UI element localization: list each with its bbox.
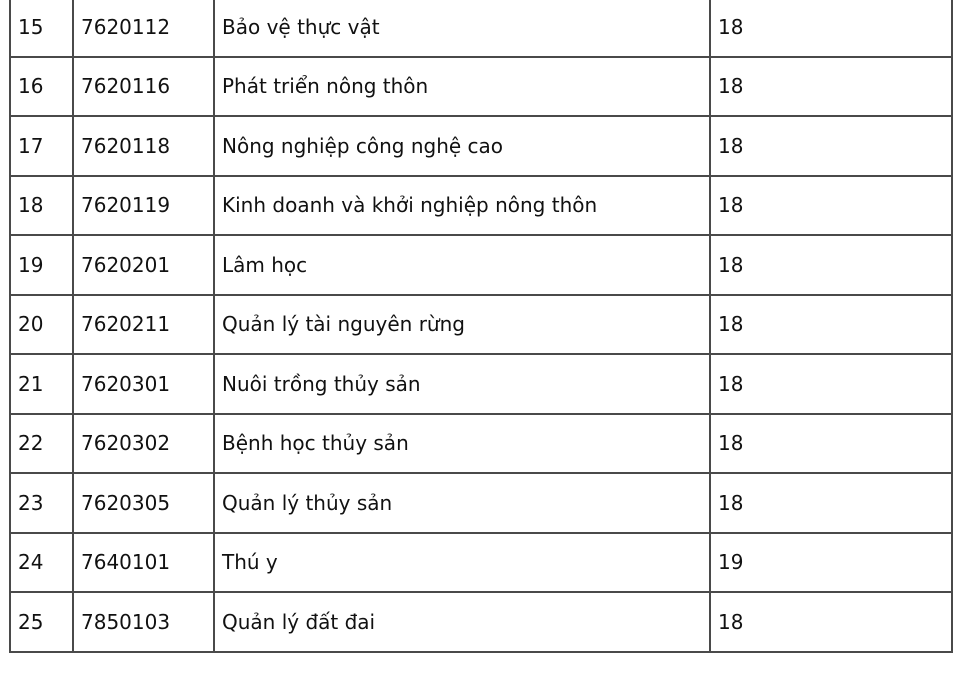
major-name-cell: Quản lý tài nguyên rừng bbox=[214, 295, 710, 355]
major-code-cell: 7620116 bbox=[73, 57, 214, 117]
major-code-cell: 7620301 bbox=[73, 354, 214, 414]
major-code-cell: 7620201 bbox=[73, 235, 214, 295]
row-number-cell: 24 bbox=[10, 533, 73, 593]
major-name-cell: Phát triển nông thôn bbox=[214, 57, 710, 117]
major-code-cell: 7620305 bbox=[73, 473, 214, 533]
major-name-cell: Bảo vệ thực vật bbox=[214, 0, 710, 57]
table-row bbox=[10, 414, 952, 474]
major-code-cell: 7620211 bbox=[73, 295, 214, 355]
table-row bbox=[10, 295, 952, 355]
score-cell: 18 bbox=[710, 116, 952, 176]
row-number-cell: 15 bbox=[10, 0, 73, 57]
table-row bbox=[10, 592, 952, 652]
major-name-cell: Thú y bbox=[214, 533, 710, 593]
table-row bbox=[10, 116, 952, 176]
score-cell: 18 bbox=[710, 57, 952, 117]
score-cell: 18 bbox=[710, 414, 952, 474]
major-name-cell: Lâm học bbox=[214, 235, 710, 295]
table-body bbox=[10, 0, 952, 652]
major-code-cell: 7850103 bbox=[73, 592, 214, 652]
table-row bbox=[10, 235, 952, 295]
major-code-cell: 7620112 bbox=[73, 0, 214, 57]
score-cell: 18 bbox=[710, 235, 952, 295]
row-number-cell: 25 bbox=[10, 592, 73, 652]
score-cell: 18 bbox=[710, 0, 952, 57]
table-row bbox=[10, 473, 952, 533]
major-name-cell: Quản lý thủy sản bbox=[214, 473, 710, 533]
row-number-cell: 23 bbox=[10, 473, 73, 533]
score-cell: 19 bbox=[710, 533, 952, 593]
table-row bbox=[10, 57, 952, 117]
admission-score-table bbox=[9, 0, 953, 653]
major-code-cell: 7620118 bbox=[73, 116, 214, 176]
table-row bbox=[10, 354, 952, 414]
row-number-cell: 19 bbox=[10, 235, 73, 295]
table-row bbox=[10, 533, 952, 593]
score-cell: 18 bbox=[710, 354, 952, 414]
major-name-cell: Quản lý đất đai bbox=[214, 592, 710, 652]
row-number-cell: 18 bbox=[10, 176, 73, 236]
score-cell: 18 bbox=[710, 592, 952, 652]
admission-score-table-container bbox=[9, 0, 951, 653]
row-number-cell: 22 bbox=[10, 414, 73, 474]
major-code-cell: 7620119 bbox=[73, 176, 214, 236]
table-row bbox=[10, 176, 952, 236]
major-code-cell: 7640101 bbox=[73, 533, 214, 593]
row-number-cell: 17 bbox=[10, 116, 73, 176]
score-cell: 18 bbox=[710, 473, 952, 533]
row-number-cell: 21 bbox=[10, 354, 73, 414]
major-name-cell: Nuôi trồng thủy sản bbox=[214, 354, 710, 414]
major-name-cell: Bệnh học thủy sản bbox=[214, 414, 710, 474]
row-number-cell: 16 bbox=[10, 57, 73, 117]
row-number-cell: 20 bbox=[10, 295, 73, 355]
major-name-cell: Kinh doanh và khởi nghiệp nông thôn bbox=[214, 176, 710, 236]
major-code-cell: 7620302 bbox=[73, 414, 214, 474]
score-cell: 18 bbox=[710, 295, 952, 355]
score-cell: 18 bbox=[710, 176, 952, 236]
major-name-cell: Nông nghiệp công nghệ cao bbox=[214, 116, 710, 176]
table-row bbox=[10, 0, 952, 57]
